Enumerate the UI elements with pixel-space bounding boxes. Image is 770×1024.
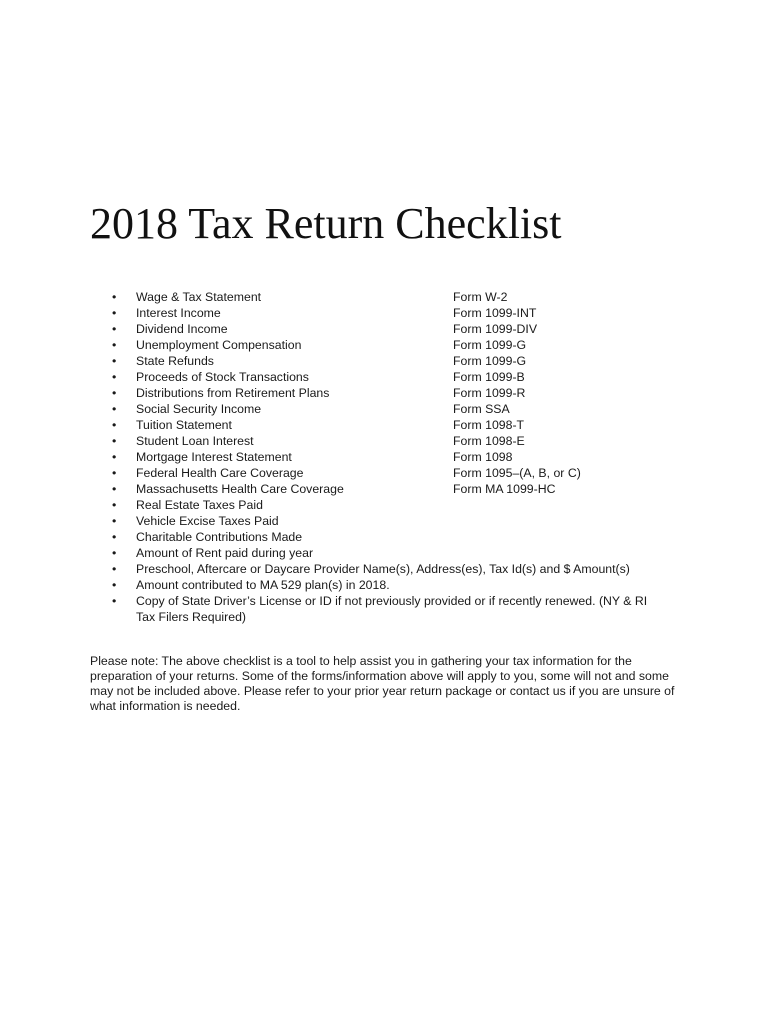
checklist-item: [108, 481, 666, 497]
checklist-item-label: State Refunds: [136, 354, 214, 368]
please-note-paragraph: Please note: The above checklist is a tool to help assist you in gathering your tax information for the preparation of your returns. Some of the forms/information above will apply to you, some will not and some may not be included above. Please refer to your prior year return package or contact us if you are unsure of what information is needed.: [90, 654, 675, 713]
checklist-item-label: Federal Health Care Coverage: [136, 466, 304, 480]
checklist-item-label: Dividend Income: [136, 322, 228, 336]
checklist-item: [108, 497, 666, 513]
checklist-item-form: Form 1099-G: [453, 354, 527, 368]
checklist-item-form: Form MA 1099-HC: [453, 482, 556, 496]
bullet-icon: •: [112, 290, 117, 304]
bullet-icon: •: [112, 386, 117, 400]
checklist-item-form: Form W-2: [453, 290, 508, 304]
bullet-icon: •: [112, 450, 117, 464]
checklist-item-label: Wage & Tax Statement: [136, 290, 262, 304]
checklist-item-label: Student Loan Interest: [136, 434, 254, 448]
checklist-item-label: Massachusetts Health Care Coverage: [136, 482, 344, 496]
bullet-icon: •: [112, 562, 117, 576]
bullet-icon: •: [112, 354, 117, 368]
document-title: 2018 Tax Return Checklist: [90, 199, 562, 248]
checklist-item-form: Form 1099-B: [453, 370, 525, 384]
checklist-item-label: Copy of State Driver’s License or ID if not previously provided or if recently renewed. (NY & RI Tax Filers Required): [136, 594, 648, 624]
checklist-item-label: Amount contributed to MA 529 plan(s) in 2018.: [136, 578, 390, 592]
checklist-item: [108, 305, 666, 321]
checklist-item-label: Distributions from Retirement Plans: [136, 386, 330, 400]
bullet-icon: •: [112, 594, 117, 608]
bullet-icon: •: [112, 482, 117, 496]
checklist-item: [108, 321, 666, 337]
bullet-icon: •: [112, 370, 117, 384]
checklist-item: [108, 545, 666, 561]
checklist-item: [108, 433, 666, 449]
checklist-item-label: Amount of Rent paid during year: [136, 546, 314, 560]
checklist-item-label: Interest Income: [136, 306, 221, 320]
bullet-icon: •: [112, 418, 117, 432]
bullet-icon: •: [112, 546, 117, 560]
bullet-icon: •: [112, 434, 117, 448]
checklist-item: [108, 353, 666, 369]
bullet-icon: •: [112, 530, 117, 544]
checklist-item-form: Form 1098-E: [453, 434, 525, 448]
checklist-item: [108, 513, 666, 529]
bullet-icon: •: [112, 514, 117, 528]
checklist-item-form: Form 1099-INT: [453, 306, 537, 320]
checklist-item-form: Form 1099-R: [453, 386, 526, 400]
checklist-item-label: Social Security Income: [136, 402, 262, 416]
bullet-icon: •: [112, 338, 117, 352]
checklist-item: [108, 561, 666, 577]
checklist-item-label: Tuition Statement: [136, 418, 232, 432]
checklist-item: [108, 337, 666, 353]
checklist-item: [108, 417, 666, 433]
checklist-item: [108, 369, 666, 385]
checklist-item: [108, 289, 666, 305]
checklist-item-label: Proceeds of Stock Transactions: [136, 370, 309, 384]
checklist-item: [108, 593, 666, 625]
checklist-item-label: Unemployment Compensation: [136, 338, 302, 352]
checklist-item-label: Mortgage Interest Statement: [136, 450, 292, 464]
checklist-item-label: Preschool, Aftercare or Daycare Provider Name(s), Address(es), Tax Id(s) and $ Amount(s): [136, 562, 630, 576]
checklist-item: [108, 529, 666, 545]
checklist-item: [108, 449, 666, 465]
checklist-item-label: Charitable Contributions Made: [136, 530, 303, 544]
checklist-item: [108, 465, 666, 481]
checklist-item-form: Form 1099-G: [453, 338, 527, 352]
checklist-item-form: Form 1099-DIV: [453, 322, 538, 336]
checklist-item-form: Form 1098: [453, 450, 513, 464]
checklist-item-form: Form 1098-T: [453, 418, 525, 432]
tax-document-checklist: [108, 289, 666, 625]
bullet-icon: •: [112, 306, 117, 320]
checklist-item: [108, 401, 666, 417]
bullet-icon: •: [112, 578, 117, 592]
bullet-icon: •: [112, 498, 117, 512]
checklist-item: [108, 577, 666, 593]
checklist-item-form: Form 1095–(A, B, or C): [453, 466, 581, 480]
checklist-item-label: Vehicle Excise Taxes Paid: [136, 514, 279, 528]
bullet-icon: •: [112, 402, 117, 416]
checklist-item-label: Real Estate Taxes Paid: [136, 498, 263, 512]
checklist-item-form: Form SSA: [453, 402, 510, 416]
bullet-icon: •: [112, 322, 117, 336]
checklist-item: [108, 385, 666, 401]
bullet-icon: •: [112, 466, 117, 480]
